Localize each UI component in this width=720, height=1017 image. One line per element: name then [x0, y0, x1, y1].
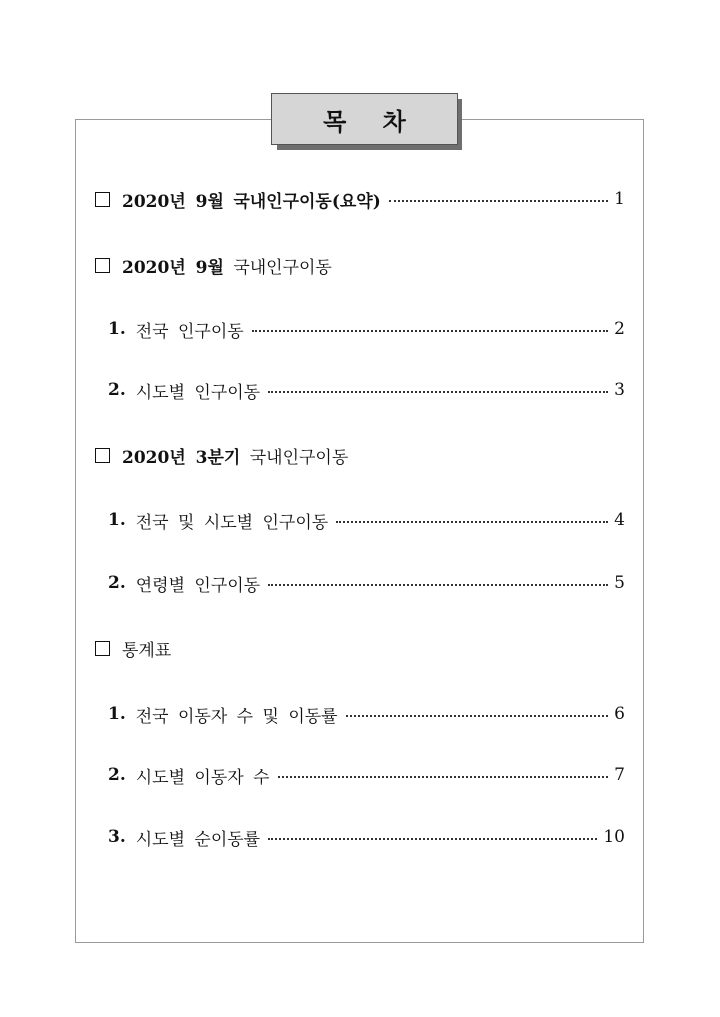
toc-item-4-3[interactable]: [108, 824, 625, 850]
section-label: [122, 443, 348, 468]
section-label: [122, 187, 381, 212]
section-label-bold: 2020년 9월: [122, 191, 224, 212]
page-number: 4: [614, 510, 625, 530]
page-title: 목 차: [323, 107, 420, 136]
toc-item-3-2[interactable]: [108, 570, 625, 596]
page-number: 2: [614, 319, 625, 339]
item-number: 1.: [108, 704, 126, 724]
toc-section-1[interactable]: [95, 186, 625, 212]
page-number: 7: [614, 765, 625, 785]
toc-item-2-2[interactable]: [108, 377, 625, 403]
toc-item-2-1[interactable]: [108, 316, 625, 342]
toc-section-2: [95, 252, 625, 278]
item-label: 연령별 인구이동: [135, 575, 261, 596]
section-label: [122, 636, 171, 661]
dot-leader: [346, 715, 609, 717]
section-label-bold: 2020년 9월: [122, 257, 224, 278]
checkbox-icon: [95, 192, 110, 207]
item-label: 전국 이동자 수 및 이동률: [135, 706, 338, 727]
checkbox-icon: [95, 641, 110, 656]
dot-leader: [268, 584, 608, 586]
item-number: 1.: [108, 319, 126, 339]
title-box: [271, 93, 458, 145]
page-number: 5: [614, 573, 625, 593]
section-label-bold: 2020년 3분기: [122, 447, 241, 468]
item-number: 1.: [108, 510, 126, 530]
section-label-rest: 국내인구이동: [249, 447, 349, 468]
section-label-rest: 국내인구이동: [233, 257, 332, 278]
checkbox-icon: [95, 258, 110, 273]
dot-leader: [252, 330, 608, 332]
item-label: 시도별 인구이동: [135, 382, 261, 403]
dot-leader: [268, 838, 597, 840]
item-label: 시도별 이동자 수: [135, 767, 270, 788]
toc-item-4-2[interactable]: [108, 762, 625, 788]
section-label-rest: 통계표: [122, 640, 172, 661]
dot-leader: [278, 776, 609, 778]
page-number: 6: [614, 704, 625, 724]
item-number: 2.: [108, 765, 126, 785]
toc-section-3: [95, 442, 625, 468]
page-number: 10: [603, 827, 625, 847]
checkbox-icon: [95, 448, 110, 463]
item-number: 2.: [108, 380, 126, 400]
section-label: [122, 253, 332, 278]
section-label-rest: 국내인구이동(요약): [233, 191, 381, 212]
dot-leader: [268, 391, 608, 393]
item-label: 전국 인구이동: [135, 321, 244, 342]
dot-leader: [336, 521, 608, 523]
toc-section-4: [95, 635, 625, 661]
item-label: 전국 및 시도별 인구이동: [135, 512, 329, 533]
item-number: 2.: [108, 573, 126, 593]
page-number: 1: [614, 189, 625, 209]
toc-item-3-1[interactable]: [108, 507, 625, 533]
item-number: 3.: [108, 827, 126, 847]
page-number: 3: [614, 380, 625, 400]
toc-item-4-1[interactable]: [108, 701, 625, 727]
dot-leader: [389, 200, 608, 202]
item-label: 시도별 순이동률: [135, 829, 261, 850]
